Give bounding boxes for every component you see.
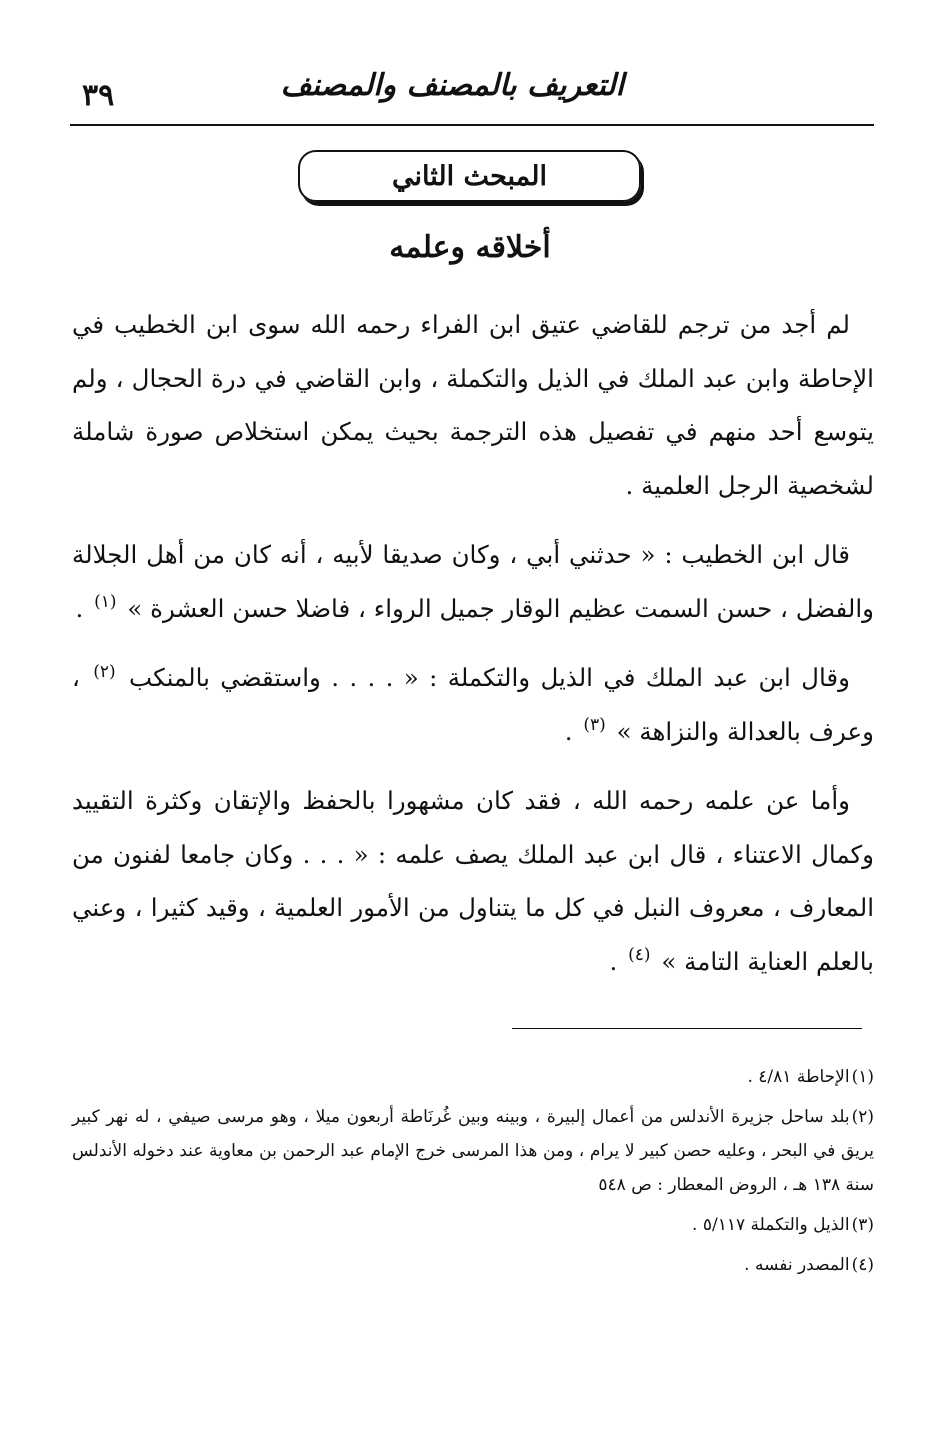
footnote-1	[72, 1060, 874, 1094]
footnote-4	[72, 1248, 874, 1282]
footnotes	[72, 1060, 874, 1288]
paragraph-4-text: وأما عن علمه رحمه الله ، فقد كان مشهورا بالحفظ والإتقان وكثرة التقييد وكمال الاعتناء ، قال ابن عبد الملك يصف علمه : « . . . وكان جامعا لفنون من المعارف ، معروف النبل في كل ما يتناول من الأمور العلمية ، وقيد كثيرا ، وعني بالعلم العناية التامة »	[72, 786, 874, 976]
paragraph-3-text-b: ، وعرف بالعدالة والنزاهة »	[72, 663, 874, 746]
page-header	[70, 60, 874, 122]
footnote-number: (٢)	[851, 1107, 874, 1127]
paragraph-2-end: .	[75, 593, 84, 623]
header-rule	[70, 124, 874, 126]
footnote-3	[72, 1208, 874, 1242]
running-title: التعريف بالمصنف والمصنف	[280, 68, 624, 103]
footnote-2	[72, 1100, 874, 1202]
footnote-number: (٤)	[851, 1255, 874, 1275]
paragraph-1	[72, 298, 874, 512]
footnote-ref-1[interactable]: (١)	[94, 592, 117, 613]
footnote-number: (١)	[851, 1067, 874, 1087]
chapter-heading: أخلاقه وعلمه	[389, 230, 551, 265]
footnote-text: الإحاطة ٤/٨١ .	[747, 1067, 850, 1087]
paragraph-3-text: وقال ابن عبد الملك في الذيل والتكملة : « . . . . واستقضي بالمنكب	[129, 663, 850, 692]
paragraph-3-end: .	[564, 716, 573, 746]
footnote-ref-3[interactable]: (٣)	[583, 715, 606, 736]
paragraph-2	[72, 528, 874, 635]
footnote-ref-2[interactable]: (٢)	[93, 661, 116, 682]
footnote-number: (٣)	[851, 1215, 874, 1235]
footnote-rule	[512, 1028, 862, 1029]
body-text	[72, 298, 874, 1004]
paragraph-1-text: لم أجد من ترجم للقاضي عتيق ابن الفراء رحمه الله سوى ابن الخطيب في الإحاطة وابن عبد الملك في الذيل والتكملة ، وابن القاضي في درة الحجال ، ولم يتوسع أحد منهم في تفصيل هذه الترجمة بحيث يمكن استخلاص صورة شاملة لشخصية الرجل العلمية .	[72, 310, 874, 500]
footnote-text: بلد ساحل جزيرة الأندلس من أعمال إلبيرة ، وبينه وبين غُرنَاطة أربعون ميلا ، وهو مرسى صيفي ، له نهر كبير يريق في البحر ، وعليه حصن كبير لا يرام ، ومن هذا المرسى خرج الإمام عبد الرحمن بن معاوية عند دخوله الأندلس سنة ١٣٨ هـ ، الروض المعطار : ص ٥٤٨	[72, 1107, 874, 1195]
section-label: المبحث الثاني	[392, 160, 547, 192]
footnote-text: الذيل والتكملة ٥/١١٧ .	[692, 1215, 850, 1235]
paragraph-4-end: .	[609, 946, 618, 976]
section-label-box	[298, 150, 641, 202]
footnote-ref-4[interactable]: (٤)	[628, 945, 651, 966]
page-number: ٣٩	[82, 78, 115, 113]
footnote-text: المصدر نفسه .	[744, 1255, 850, 1275]
paragraph-2-text: قال ابن الخطيب : « حدثني أبي ، وكان صديقا لأبيه ، أنه كان من أهل الجلالة والفضل ، حسن السمت عظيم الوقار جميل الرواء ، فاضلا حسن العشرة »	[72, 540, 874, 623]
paragraph-3	[72, 651, 874, 758]
paragraph-4	[72, 774, 874, 988]
